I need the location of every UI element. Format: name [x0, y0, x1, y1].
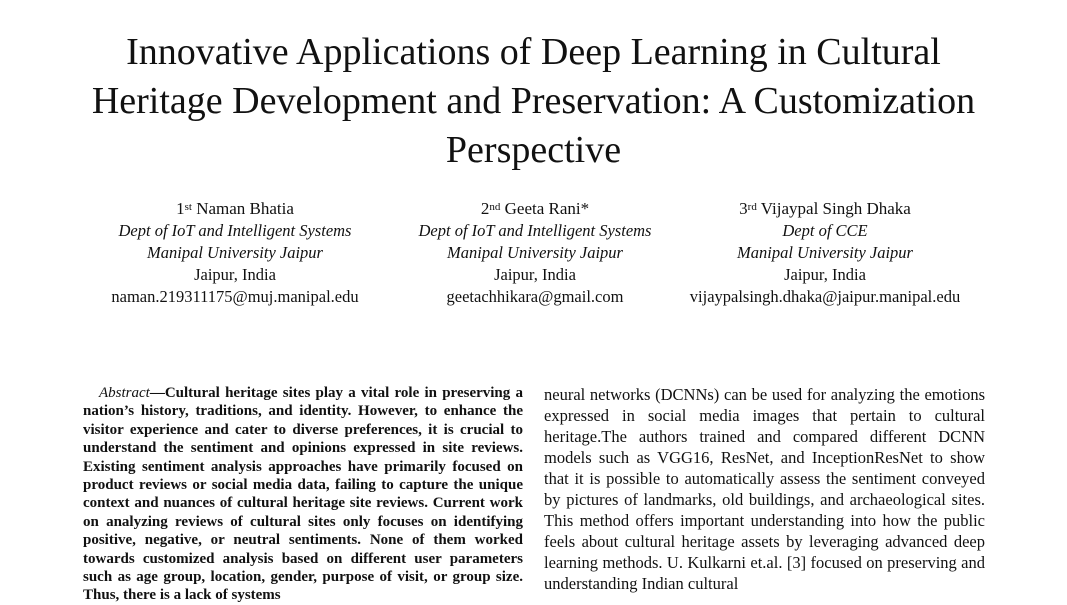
author-ordinal-suffix: st	[184, 201, 192, 213]
author-city: Jaipur, India	[784, 265, 866, 284]
author-name: Geeta Rani*	[504, 199, 590, 218]
author-name-line	[70, 198, 400, 220]
author-email[interactable]: geetachhikara@gmail.com	[446, 287, 624, 306]
author-dept: Dept of IoT and Intelligent Systems	[118, 221, 352, 240]
author-email[interactable]: vijaypalsingh.dhaka@jaipur.manipal.edu	[689, 287, 961, 306]
author-name: Naman Bhatia	[196, 199, 294, 218]
author-ordinal-suffix: rd	[747, 201, 757, 213]
author-block-1	[70, 198, 400, 308]
author-city: Jaipur, India	[494, 265, 576, 284]
abstract-label: Abstract	[99, 385, 150, 401]
author-university: Manipal University Jaipur	[147, 243, 323, 262]
abstract	[83, 384, 523, 605]
author-ordinal: 3	[739, 199, 748, 218]
author-ordinal: 1	[176, 199, 185, 218]
paper-title: Innovative Applications of Deep Learning in Cultural Heritage Development and Preservation: A Customization Perspective	[91, 31, 976, 171]
author-block-3	[640, 198, 1010, 308]
body-column-right: neural networks (DCNNs) can be used for analyzing the emotions expressed in social media images that pertain to cultural heritage.The authors trained and compared different DCNN models such as VGG16, ResNet, and InceptionResNet to show that it is possible to automatically assess the sentiment conveyed by pictures of landmarks, old buildings, and archaeological sites. This method offers important understanding into how the public feels about cultural heritage assets by leveraging advanced deep learning methods. U. Kulkarni et.al. [3] focused on preserving and understanding Indian cultural	[544, 385, 985, 593]
author-name-line	[640, 198, 1010, 220]
author-name: Vijaypal Singh Dhaka	[760, 199, 911, 218]
author-ordinal: 2	[480, 199, 490, 218]
author-city: Jaipur, India	[194, 265, 276, 284]
author-email[interactable]: naman.219311175@muj.manipal.edu	[111, 287, 359, 306]
author-ordinal-suffix: nd	[489, 201, 501, 213]
author-university: Manipal University Jaipur	[737, 243, 913, 262]
author-dept: Dept of IoT and Intelligent Systems	[418, 221, 652, 240]
abstract-text: —Cultural heritage sites play a vital role in preserving a nation’s history, traditions, and identity. However, to enhance the visitor experience and cater to diverse preferences, it is crucial to understand the sentiment and opinions expressed in site reviews. Existing sentiment analysis approaches have primarily focused on product reviews or social media data, failing to capture the unique context and nuances of cultural heritage site reviews. Current work on analyzing reviews of cultural sites only focuses on identifying positive, negative, or neutral sentiments. None of them worked towards customized analysis based on different user parameters such as age group, location, gender, purpose of visit, or group size. Thus, there is a lack of systems	[83, 385, 523, 604]
author-university: Manipal University Jaipur	[447, 243, 623, 262]
author-dept: Dept of CCE	[782, 221, 868, 240]
